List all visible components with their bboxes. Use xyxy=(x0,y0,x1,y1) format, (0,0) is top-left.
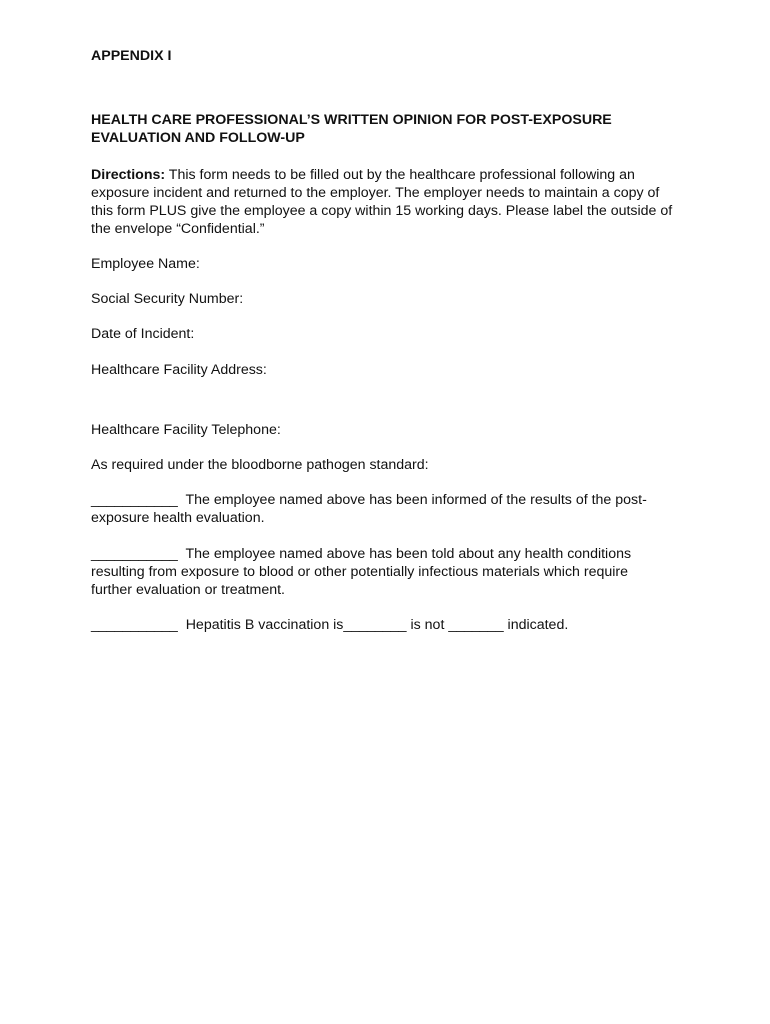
hepatitis-text-2: is not xyxy=(410,617,445,633)
directions-text: This form needs to be filled out by the healthcare professional following an exposure incident and returned to the employer. The employer needs to maintain a copy of this form PLUS give the employee a copy within 15 working days. Please label the outside of the envelope “Confidential.” xyxy=(91,167,673,237)
standard-intro: As required under the bloodborne pathogen standard: xyxy=(91,457,429,473)
directions-paragraph xyxy=(91,166,681,238)
employee-name-label: Employee Name: xyxy=(91,256,200,272)
hepatitis-blank[interactable]: ___________ xyxy=(91,617,178,633)
informed-text: The employee named above has been informed of the results of the post-exposure health evaluation. xyxy=(91,492,647,526)
informed-blank[interactable]: ___________ xyxy=(91,492,178,508)
statement-informed xyxy=(91,491,651,527)
form-title: HEALTH CARE PROFESSIONAL’S WRITTEN OPINION FOR POST-EXPOSURE EVALUATION AND FOLLOW-UP xyxy=(91,112,612,146)
date-of-incident-label: Date of Incident: xyxy=(91,326,195,342)
hepatitis-text-1: Hepatitis B vaccination is xyxy=(185,617,344,633)
told-blank[interactable]: ___________ xyxy=(91,546,178,562)
hepatitis-is-blank[interactable]: ________ xyxy=(343,617,407,633)
facility-telephone-label: Healthcare Facility Telephone: xyxy=(91,422,281,438)
facility-address-label: Healthcare Facility Address: xyxy=(91,362,267,378)
statement-hepatitis xyxy=(91,616,681,634)
hepatitis-text-3: indicated. xyxy=(507,617,569,633)
statement-told xyxy=(91,545,651,599)
ssn-label: Social Security Number: xyxy=(91,291,244,307)
directions-label: Directions: xyxy=(91,167,166,183)
told-text: The employee named above has been told about any health conditions resulting from exposure to blood or other potentially infectious materials which require further evaluation or treatment. xyxy=(91,546,632,598)
hepatitis-not-blank[interactable]: _______ xyxy=(448,617,504,633)
appendix-label: APPENDIX I xyxy=(91,48,172,64)
